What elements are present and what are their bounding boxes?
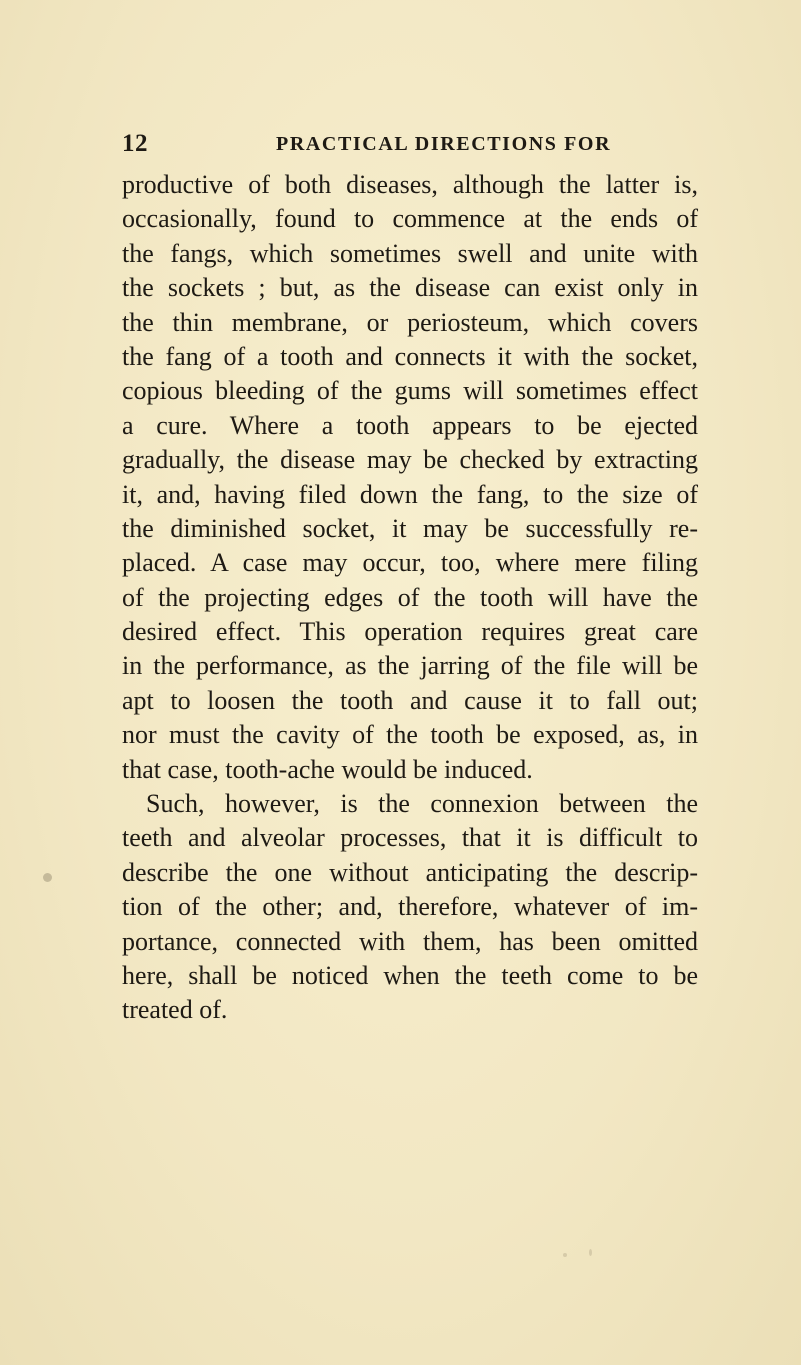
page-header: [0, 130, 801, 160]
text-line: in the performance, as the jarring of the file will be: [122, 651, 698, 681]
paper-speck: [563, 1253, 567, 1257]
text-line: the sockets ; but, as the disease can exist only in: [122, 273, 698, 303]
text-line: desired effect. This operation requires great care: [122, 617, 698, 647]
text-line: of the projecting edges of the tooth will have the: [122, 582, 698, 612]
text-line: copious bleeding of the gums will sometimes effect: [122, 376, 698, 406]
text-line-paragraph-start: Such, however, is the connexion between the: [146, 789, 698, 819]
running-head: PRACTICAL DIRECTIONS FOR: [276, 133, 612, 155]
text-line: nor must the cavity of the tooth be exposed, as, in: [122, 720, 698, 750]
text-line: the fang of a tooth and connects it with the socket,: [122, 341, 698, 371]
text-line: the diminished socket, it may be successfully re-: [122, 513, 698, 543]
text-line: tion of the other; and, therefore, whatever of im-: [122, 892, 698, 922]
text-line: occasionally, found to commence at the ends of: [122, 204, 698, 234]
text-line: the thin membrane, or periosteum, which covers: [122, 307, 698, 337]
text-line-paragraph-end: treated of.: [122, 995, 228, 1025]
text-line: gradually, the disease may be checked by extracting: [122, 445, 698, 475]
text-line: the fangs, which sometimes swell and unite with: [122, 238, 698, 268]
text-line: teeth and alveolar processes, that it is difficult to: [122, 823, 698, 853]
text-line-paragraph-end: that case, tooth-ache would be induced.: [122, 754, 533, 784]
text-line: describe the one without anticipating the descrip-: [122, 857, 698, 887]
page-number: 12: [122, 130, 148, 157]
text-line: apt to loosen the tooth and cause it to fall out;: [122, 685, 698, 715]
paper-speck: [43, 873, 52, 882]
text-line: here, shall be noticed when the teeth come to be: [122, 960, 698, 990]
body-text: [122, 168, 698, 1028]
paper-speck: [589, 1249, 592, 1256]
text-line: placed. A case may occur, too, where mere filing: [122, 548, 698, 578]
text-line: a cure. Where a tooth appears to be ejected: [122, 410, 698, 440]
text-line: portance, connected with them, has been omitted: [122, 926, 698, 956]
text-line: productive of both diseases, although the latter is,: [122, 170, 698, 199]
text-line: it, and, having filed down the fang, to the size of: [122, 479, 698, 509]
